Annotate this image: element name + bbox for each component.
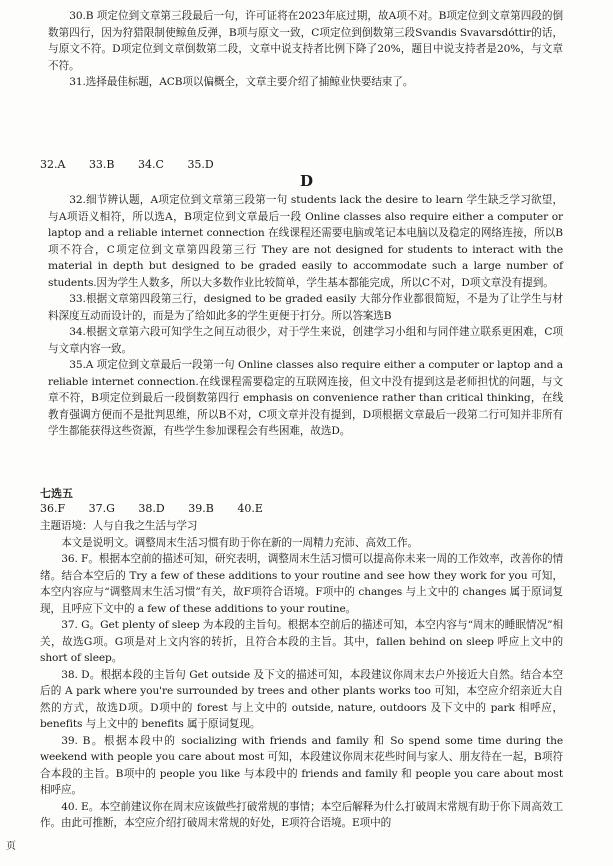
explanation-30: 30.B 项定位到文章第三段最后一句，许可证将在2023年底过期，故A项不对。B项定位到文章第四段的倒数第四行，因为狩猎限制使鲸鱼反弹，B项与原文一致，C项定位到倒数第三段Svandis Svavarsdóttir的话，与原文不符。D项定位到文章倒数第二段，文章中说支持者比例下降了20%，题目中说支持者是20%，与文章不符。	[48, 10, 563, 72]
answer-explanations-30-31	[48, 8, 563, 91]
passage-summary: 本文是说明文。调整周末生活习惯有助于你在新的一周精力充沛、高效工作。	[61, 536, 418, 549]
explanation-33: 33.根据文章第四段第三行，designed to be graded easily 大部分作业都很简短，不是为了让学生与材料深度互动而设计的，而是为了给如此多的学生更便于打分。所以答案选B	[48, 293, 563, 322]
answer-key-32-35	[40, 158, 234, 171]
answer-38: 38.D	[138, 502, 165, 515]
page-footer: 页	[6, 841, 16, 852]
explanation-32: 32.细节辨认题，A项定位到文章第三段第一句 students lack the desire to learn 学生缺乏学习欲望，与A项语义相符，所以选A，B项定位到文章最后一段 Online classes also require either a computer or laptop and a reliable internet connection 在线课程还需要电脑或笔记本电脑以及稳定的网络连接，所以B项不符合，C项定位到文章第四段第三行 They are not designed for students to interact with the material in depth but designed to be graded easily to accommodate such a large number of students.因为学生人数多，所以大多数作业比较简单，学生基本都能完成，所以C不对，D项文章没有提到。	[48, 194, 563, 289]
explanation-36: 36. F。根据本空前的描述可知，研究表明，调整周末生活习惯可以提高你未来一周的工作效率，改善你的情绪。结合本空后的 Try a few of these additions to your routine and see how they work for you 可知，本空内容应与“调整周末生活习惯”有关，故F项符合语境。F项中的 changes 与上文中的 changes 属于原词复现，且呼应下文中的 a few of these additions to your routine。	[40, 553, 563, 615]
answer-explanations-36-40	[40, 518, 563, 832]
answer-37: 37.G	[88, 502, 115, 515]
explanation-35: 35.A 项定位到文章最后一段第一句 Online classes also require either a computer or laptop and a reliable internet connection.在线课程需要稳定的互联网连接，但文中没有提到这是老师担忧的问题，与文章不符，B项定位到最后一段倒数第四行 emphasis on convenience rather than critical thinking，在线教育强调方便而不是批判思维，所以B不对，C项文章并没有提到，D项根据文章最后一段第二行可知并非所有学生都能获得这些资源，有些学生参加课程会有些困难，故选D。	[48, 359, 563, 437]
answer-key-36-40	[40, 502, 283, 515]
answer-36: 36.F	[40, 502, 66, 515]
explanation-31: 31.选择最佳标题，ACB项以偏概全，文章主要介绍了捕鲸业快要结束了。	[69, 76, 414, 88]
section-heading-d: D	[299, 172, 313, 190]
explanation-38: 38. D。根据本段的主旨句 Get outside 及下文的描述可知，本段建议你周末去户外接近大自然。结合本空后的 A park where you're surrounded by trees and other plants works too 可知，本空应介绍亲近大自然的方式，故选D项。D项中的 forest 与上文中的 outside, nature, outdoors 及下文中的 park 相呼应，benefits 与上文中的 benefits 属于原词复现。	[40, 668, 563, 730]
answer-35: 35.D	[187, 158, 214, 171]
answer-34: 34.C	[138, 158, 164, 171]
answer-32: 32.A	[40, 158, 66, 171]
answer-40: 40.E	[237, 502, 263, 515]
answer-33: 33.B	[88, 158, 115, 171]
explanation-40: 40. E。本空前建议你在周末应该做些打破常规的事情；本空后解释为什么打破周末常规有助于你下周高效工作。由此可推断，本空应介绍打破周末常规的好处，E项符合语境。E项中的	[40, 800, 563, 829]
theme-context: 主题语境：人与自我之生活与学习	[40, 520, 198, 532]
explanation-39: 39. B。根据本段中的 socializing with friends and family 和 So spend some time during the weekend with people you care about most 可知，本段建议你周末花些时间与家人、朋友待在一起，B项符合本段的主旨。B项中的 people you like 与本段中的 friends and family 和 people you care about most 相呼应。	[40, 734, 563, 796]
answer-explanations-32-35	[48, 192, 563, 440]
explanation-37: 37. G。Get plenty of sleep 为本段的主旨句。根据本空前后的描述可知，本空内容与“周末的睡眠情况”相关，故选G项。G项是对上文内容的转折，且符合本段的主旨。其中，fallen behind on sleep 呼应上文中的 short of sleep。	[40, 619, 563, 664]
answer-39: 39.B	[188, 502, 214, 515]
explanation-34: 34.根据文章第六段可知学生之间互动很少，对于学生来说，创建学习小组和与同伴建立联系更困难，C项与文章内容一致。	[48, 326, 563, 355]
section-title-seven-choose-five: 七选五	[40, 487, 73, 500]
